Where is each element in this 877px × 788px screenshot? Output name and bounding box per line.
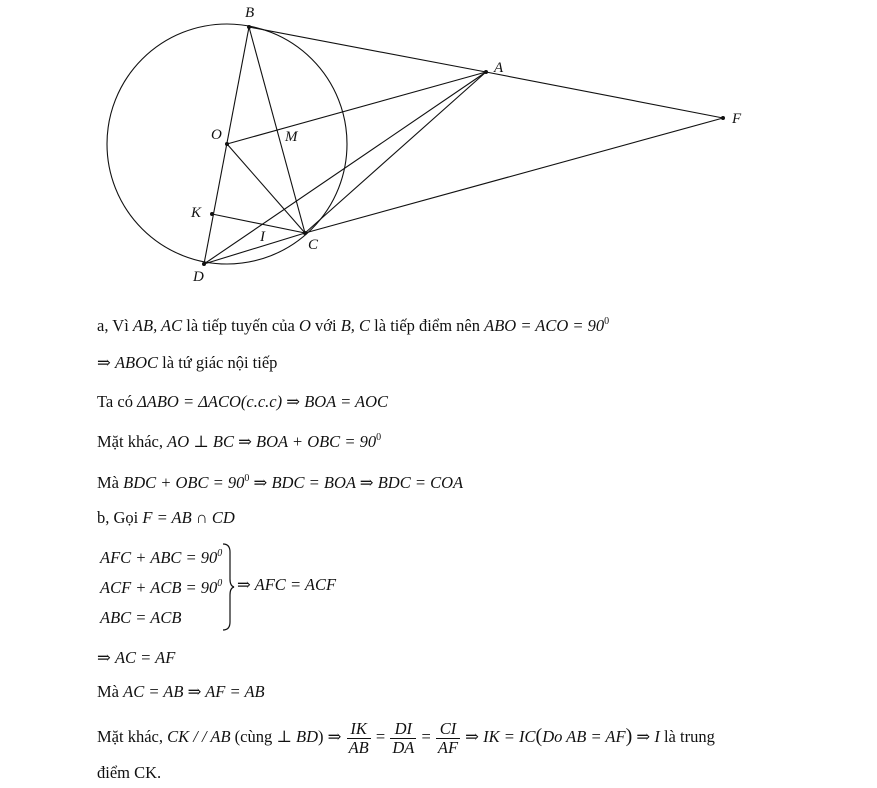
text: điểm CK. xyxy=(97,763,162,782)
math: BD xyxy=(296,727,318,746)
text: Mặt khác, xyxy=(97,432,168,451)
segment-ac xyxy=(305,72,486,233)
label-d: D xyxy=(193,269,204,285)
segment-ba xyxy=(249,27,486,72)
label-c: C xyxy=(308,237,319,253)
point-f xyxy=(721,116,725,120)
line-midpoint xyxy=(97,763,161,783)
segment-ad xyxy=(204,72,486,264)
text: Ta có xyxy=(97,392,138,411)
segment-cf xyxy=(305,118,723,233)
superscript: 0 xyxy=(217,548,223,559)
segment-oa xyxy=(227,72,486,144)
text: ⇒ xyxy=(632,727,655,746)
line-perpendicular xyxy=(97,432,381,455)
math: Do AB = AF xyxy=(542,727,626,746)
label-m: M xyxy=(285,129,298,145)
system-row-3 xyxy=(100,608,181,628)
segment-dc xyxy=(204,233,305,264)
line-congruent xyxy=(97,392,388,412)
label-i: I xyxy=(260,229,265,245)
label-f: F xyxy=(732,111,742,127)
point-d xyxy=(202,262,206,266)
label-a: A xyxy=(494,60,504,76)
math: ABO = ACO = 90 xyxy=(484,316,605,335)
text: Mà xyxy=(97,682,124,701)
text: = xyxy=(371,727,390,746)
text: Mà xyxy=(97,473,124,492)
fraction-di-da xyxy=(390,720,416,757)
line-ac-af xyxy=(97,648,175,668)
label-k: K xyxy=(191,205,202,221)
numerator: DI xyxy=(390,720,416,739)
math: ⇒ IK = IC xyxy=(461,727,536,746)
math: O xyxy=(298,316,311,335)
point-a xyxy=(484,70,488,74)
paren: ) xyxy=(625,725,633,747)
segment-af xyxy=(486,72,723,118)
text: ⇒ xyxy=(97,353,115,372)
math: B, C xyxy=(340,316,371,335)
math: AC = AF xyxy=(114,648,176,667)
fraction-ci-af xyxy=(436,720,460,757)
text: là tiếp điểm nên xyxy=(370,316,485,335)
superscript: 0 xyxy=(244,473,250,484)
text: là tứ giác nội tiếp xyxy=(158,353,278,372)
text: là trung xyxy=(659,727,715,746)
label-b: B xyxy=(245,5,255,21)
point-o xyxy=(225,142,229,146)
superscript: 0 xyxy=(604,316,610,327)
denominator: DA xyxy=(392,737,415,757)
math: ABC = ACB xyxy=(100,608,182,627)
right-brace-icon xyxy=(221,542,235,632)
fraction-ik-ab xyxy=(347,720,371,757)
text: ) ⇒ xyxy=(318,727,346,746)
math: CK / / AB xyxy=(167,727,231,746)
math: AC = AB ⇒ AF = AB xyxy=(123,682,265,701)
superscript: 0 xyxy=(217,578,223,589)
point-c xyxy=(303,231,307,235)
math: AFC + ABC = 90 xyxy=(100,548,218,567)
superscript: 0 xyxy=(376,432,382,443)
math: ACF + ACB = 90 xyxy=(100,578,218,597)
math: I xyxy=(654,727,660,746)
point-k xyxy=(210,212,214,216)
denominator: AF xyxy=(437,737,459,757)
denominator: AB xyxy=(348,737,369,757)
text: là tiếp tuyến của xyxy=(182,316,299,335)
math: BDC + OBC = 90 xyxy=(123,473,245,492)
numerator: CI xyxy=(436,720,460,739)
paren: ( xyxy=(535,725,543,747)
math: AO ⊥ BC ⇒ BOA + OBC = 90 xyxy=(167,432,377,451)
text: (cùng ⊥ xyxy=(230,727,296,746)
system-row-2 xyxy=(100,578,222,598)
text: ⇒ xyxy=(97,648,115,667)
line-bdc xyxy=(97,473,463,496)
text: a, Vì xyxy=(97,316,133,335)
math: ΔABO = ΔACO(c.c.c) ⇒ BOA = AOC xyxy=(137,392,389,411)
text: với xyxy=(310,316,341,335)
text: Mặt khác, xyxy=(97,727,168,746)
label-o: O xyxy=(211,127,222,143)
numerator: IK xyxy=(347,720,371,739)
line-ratio xyxy=(97,716,715,757)
point-b xyxy=(247,25,251,29)
geometry-figure xyxy=(0,0,877,300)
math: ABOC xyxy=(114,353,159,372)
math: ⇒ BDC = BOA ⇒ BDC = COA xyxy=(249,473,464,492)
system-result: ⇒ AFC = ACF xyxy=(237,575,337,594)
line-af-ab xyxy=(97,682,265,702)
line-cyclic xyxy=(97,353,277,373)
text: b, Gọi xyxy=(97,508,143,527)
text: = xyxy=(417,727,435,746)
line-a-tangent xyxy=(97,316,609,339)
math: F = AB ∩ CD xyxy=(142,508,235,527)
line-b-define-f xyxy=(97,508,235,528)
math: AB, AC xyxy=(132,316,183,335)
system-row-1 xyxy=(100,548,222,568)
